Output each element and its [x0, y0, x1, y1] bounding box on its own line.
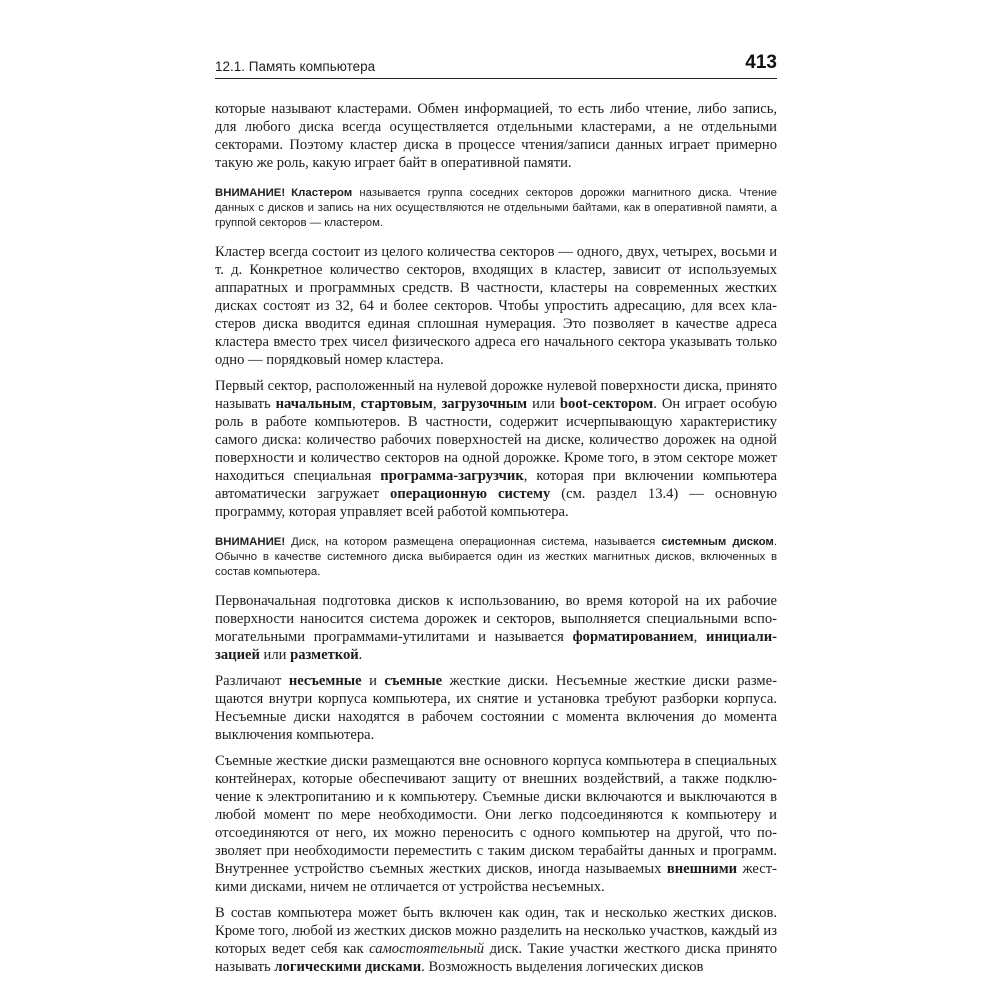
bold-term: разметкой — [290, 647, 359, 663]
text-run: жесткими дисками, ничем не отличается от устройства несъемных. — [215, 861, 777, 895]
text-run: В состав компьютера может быть включен как один, так и несколько жестких дисков. Кроме того, любой из жестких дисков можно разделить на несколько участков, каждый из которых ведет себя как — [215, 905, 777, 957]
text-run: Первый сектор, расположенный на нулевой дорожке нулевой поверхности диска, принято называть — [215, 378, 777, 412]
text-run: Съемные жесткие диски размещаются вне основного корпуса компьютера в специальных контейнерах, которые обеспечивают защиту от внешних воздействий, а также подключение к электропитанию и к компьютеру. Съемные диски включаются и выключаются в любой момент по мере необходимости. Они легко подсоединяются к компьютеру и отсоединяются от него, их можно переносить с одного компьютер на другой, что позволяет при необходимости переместить с таким диском терабайты данных и программ. Внутреннее устройство съемных жестких дисков, иногда называемых — [215, 753, 777, 877]
bold-term: операционную систему — [390, 486, 551, 502]
attention-note — [215, 535, 777, 580]
text-run: , — [693, 629, 707, 645]
text-run: . Он играет особую роль в работе компьютеров. В частности, содержит исчерпывающую характеристику самого диска: количество рабочих поверхностей на диске, количество дорожек на одной поверхности и количество секторов на одной дорожке. Кроме того, в этом секторе может находиться специальная — [215, 396, 778, 484]
bold-term: загрузочным — [441, 396, 528, 412]
bold-term: внешними — [666, 861, 738, 877]
text-run: . Обычно в качестве системного диска выбирается один из жестких магнитных дисков, включенных в состав компьютера. — [215, 536, 777, 578]
text-run: . — [358, 647, 363, 663]
bold-term: логическими дисками — [274, 959, 422, 975]
bold-term: boot-сектором — [559, 396, 654, 412]
text-run: . Возможность выделения логических дисков — [421, 959, 704, 975]
note-label: ВНИМАНИЕ! — [215, 536, 286, 548]
bold-term: стартовым — [360, 396, 433, 412]
body-paragraph — [215, 100, 777, 172]
text-run: , — [352, 396, 361, 412]
text-run: жесткие диски. Несъемные жесткие диски размещаются внутри корпуса компьютера, их снятие и установка требуют разборки корпуса. Несъемные диски находятся в рабочем состоянии с момента включения до момента выключения компьютера. — [215, 673, 778, 743]
body-paragraph — [215, 672, 777, 744]
bold-term: системным диском — [661, 536, 774, 548]
text-run: , которая при включении компьютера автоматически загружает — [215, 468, 777, 502]
page-body — [215, 100, 777, 976]
text-run: Кластер всегда состоит из целого количества секторов — одного, двух, четырех, восьми и т. д. Конкретное количество секторов, входящих в кластер, зависит от используемых аппаратных и программных средств. В частности, кластеры на современных жестких дисках состоят из 32, 64 и более секторов. Чтобы упростить адресацию, для всех кластеров диска вводится единая сплошная нумерация. Это позволяет в качестве адреса кластера вместо трех чисел физического адреса его начального сектора указывать только одно — порядковый номер кластера. — [215, 244, 777, 368]
text-run: , — [432, 396, 442, 412]
text-run: или — [259, 647, 291, 663]
book-page — [215, 50, 777, 976]
bold-term: форматированием — [572, 629, 694, 645]
text-run: Первоначальная подготовка дисков к использованию, во время которой на их рабочие поверхности наносится система дорожек и секторов, выполняется специальными вспомогательными программами-утилитами и называется — [215, 593, 777, 645]
bold-term: инициализацией — [215, 629, 777, 663]
text-run: которые называют кластерами. Обмен информацией, то есть либо чтение, либо запись, для любого диска всегда осуществляется отдельными кластерами, а не отдельными секторами. Поэтому кластер диска в процессе чтения/записи данных играет примерно такую же роль, какую играет байт в оперативной памяти. — [215, 101, 777, 171]
text-run: и — [361, 673, 385, 689]
body-paragraph — [215, 752, 777, 896]
bold-term: начальным — [275, 396, 353, 412]
bold-term: Кластером — [291, 187, 353, 199]
body-paragraph — [215, 377, 777, 521]
body-paragraph — [215, 904, 777, 976]
body-paragraph — [215, 592, 777, 664]
text-run: или — [527, 396, 560, 412]
section-title: 12.1. Память компьютера — [215, 59, 376, 74]
text-run: Различают — [215, 673, 289, 689]
body-paragraph — [215, 243, 777, 369]
note-label: ВНИМАНИЕ! — [215, 187, 286, 199]
running-header — [215, 50, 777, 79]
text-run: (см. раздел 13.4) — основную программу, которая управляет всей работой компьютера. — [215, 486, 778, 520]
text-run: Диск, на котором размещена операционная система, называется — [291, 536, 662, 548]
text-run: называется группа соседних секторов дорожки магнитного диска. Чтение данных с дисков и запись на них осуществляются не отдельными байтами, как в оперативной памяти, а группой секторов — кластером. — [215, 187, 777, 229]
text-run: диск. Такие участки жесткого диска принято называть — [215, 941, 777, 975]
bold-term: несъемные — [288, 673, 362, 689]
bold-term: программа-загрузчик — [380, 468, 524, 484]
page-number: 413 — [745, 52, 777, 73]
attention-note — [215, 186, 777, 231]
italic-term: самостоятельный — [369, 941, 485, 957]
bold-term: съемные — [384, 673, 443, 689]
